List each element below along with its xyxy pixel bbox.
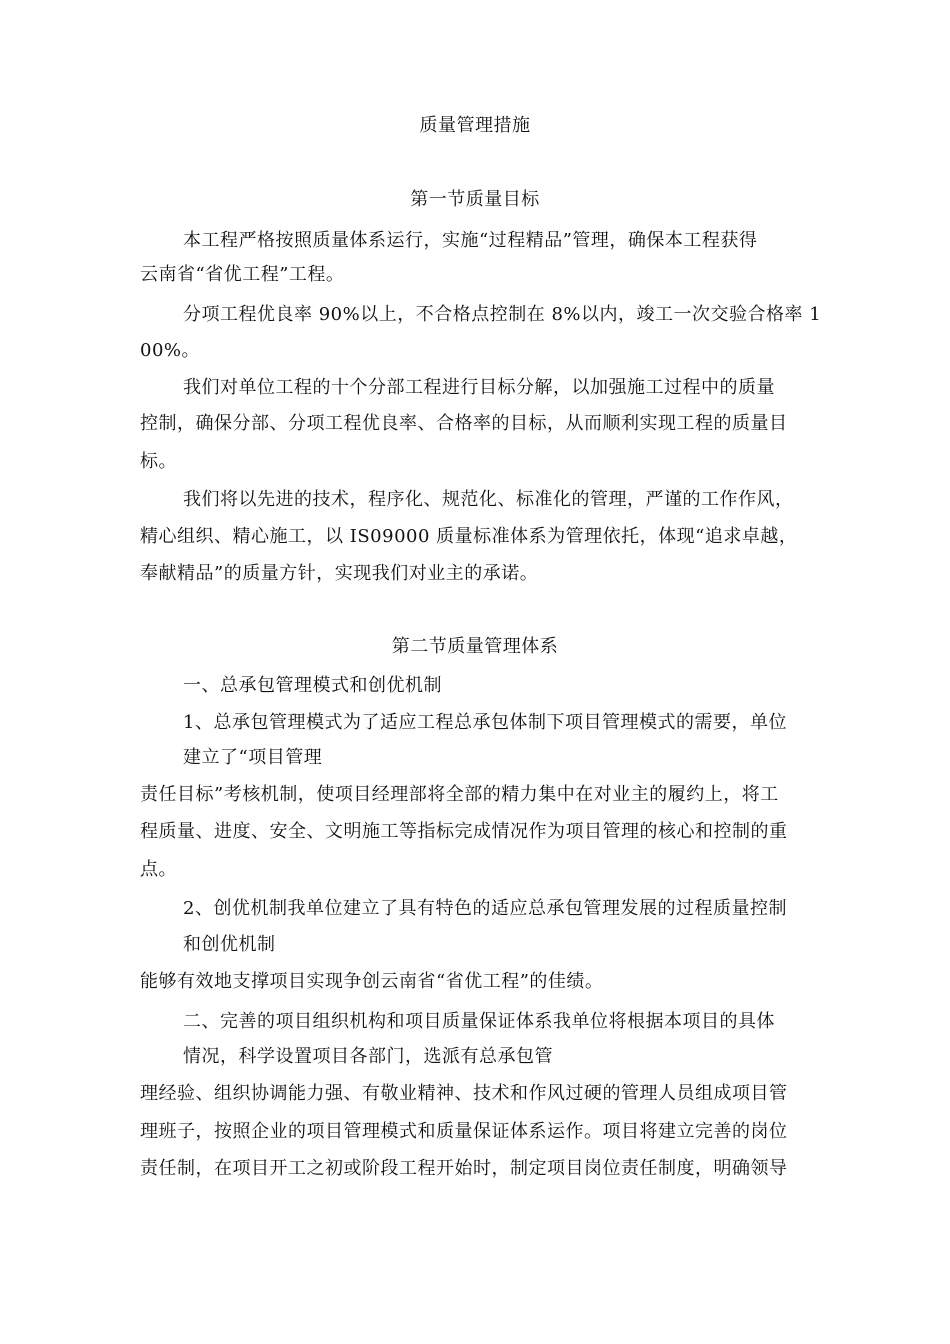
paragraph-line: 点。: [140, 859, 177, 880]
paragraph-line: 理班子，按照企业的项目管理模式和质量保证体系运作。项目将建立完善的岗位: [140, 1121, 788, 1142]
document-title: 质量管理措施: [419, 115, 531, 136]
paragraph-line: 责任制，在项目开工之初或阶段工程开始时，制定项目岗位责任制度，明确领导: [140, 1158, 788, 1179]
paragraph-line: 我们对单位工程的十个分部工程进行目标分解，以加强施工过程中的质量: [183, 377, 775, 398]
paragraph-line: 分项工程优良率 90%以上，不合格点控制在 8%以内，竣工一次交验合格率 1: [183, 304, 822, 325]
paragraph-line: 2、创优机制我单位建立了具有特色的适应总承包管理发展的过程质量控制: [183, 898, 787, 919]
paragraph-line: 程质量、进度、安全、文明施工等指标完成情况作为项目管理的核心和控制的重: [140, 821, 788, 842]
paragraph-line: 奉献精品”的质量方针，实现我们对业主的承诺。: [140, 563, 539, 584]
paragraph-line: 建立了“项目管理: [183, 747, 323, 768]
paragraph-line: 00%。: [140, 340, 201, 361]
paragraph-line: 控制，确保分部、分项工程优良率、合格率的目标，从而顺利实现工程的质量目: [140, 413, 788, 434]
paragraph-line: 本工程严格按照质量体系运行，实施“过程精品”管理，确保本工程获得: [183, 230, 758, 251]
paragraph-line: 云南省“省优工程”工程。: [140, 264, 345, 285]
paragraph-line: 能够有效地支撑项目实现争创云南省“省优工程”的佳绩。: [140, 971, 604, 992]
paragraph-line: 二、完善的项目组织机构和项目质量保证体系我单位将根据本项目的具体: [183, 1011, 775, 1032]
paragraph-line: 和创优机制: [183, 934, 276, 955]
paragraph-line: 情况，科学设置项目各部门，选派有总承包管: [183, 1046, 553, 1067]
paragraph-line: 精心组织、精心施工，以 IS09000 质量标准体系为管理依托，体现“追求卓越，: [140, 526, 798, 547]
section-heading-1: 第一节质量目标: [410, 189, 540, 210]
paragraph-line: 我们将以先进的技术，程序化、规范化、标准化的管理，严谨的工作作风，: [183, 489, 794, 510]
paragraph-line: 理经验、组织协调能力强、有敬业精神、技术和作风过硬的管理人员组成项目管: [140, 1083, 788, 1104]
paragraph-line: 标。: [140, 451, 177, 472]
paragraph-line: 责任目标”考核机制，使项目经理部将全部的精力集中在对业主的履约上，将工: [140, 784, 779, 805]
paragraph-line: 1、总承包管理模式为了适应工程总承包体制下项目管理模式的需要，单位: [183, 712, 787, 733]
section-heading-2: 第二节质量管理体系: [391, 636, 559, 657]
paragraph-line: 一、总承包管理模式和创优机制: [183, 675, 442, 696]
